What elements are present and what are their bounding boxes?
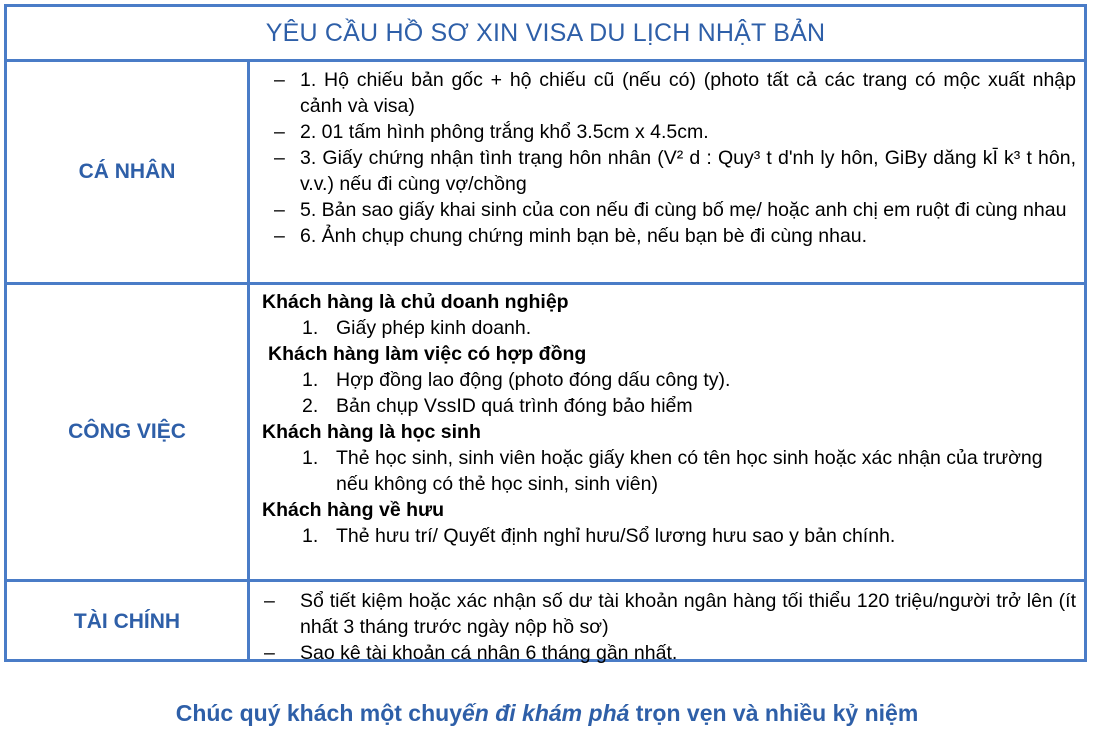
list-item [250,445,1084,497]
section-label-work: CÔNG VIỆC [68,420,186,443]
item-text: 5. Bản sao giấy khai sinh của con nếu đi cùng bố mẹ/ hoặc anh chị em ruột đi cùng nhau [300,199,1067,221]
requirements-table [4,4,1087,662]
list-item [250,119,1084,145]
closing-message [0,700,1094,727]
closing-text-1: Chúc quý khách một chuy [175,700,462,726]
item-text: Bản chụp VssID quá trình đóng bảo hiểm [336,395,693,417]
dash-marker: – [264,590,275,612]
group-heading: Khách hàng về hưu [262,499,445,521]
list-item [250,315,1084,341]
item-text: Sao kê tài khoản cá nhân 6 tháng gần nhất. [300,642,678,664]
list-item [250,145,1084,197]
item-text: 1. Hộ chiếu bản gốc + hộ chiếu cũ (nếu có) (photo tất cả các trang có mộc xuất nhập cảnh và visa) [300,69,1076,117]
item-number: 1. [302,525,319,547]
list-item [250,367,1084,393]
list-item [250,67,1084,119]
section-label-finance: TÀI CHÍNH [73,610,181,633]
item-number: 1. [302,447,319,469]
group-heading: Khách hàng làm việc có hợp đồng [268,343,587,365]
closing-text-2: trọn vẹn và nhiều kỷ niệm [629,700,919,726]
item-number: 2. [302,395,319,417]
section-label-personal: CÁ NHÂN [78,160,176,183]
finance-list [250,588,1084,666]
dash-marker: – [274,69,285,91]
list-item [250,393,1084,419]
item-text: 3. Giấy chứng nhận tình trạng hôn nhân (V² d : Quy³ t d'nh ly hôn, GiBy dăng kĪ k³ t hôn, v.v.) nếu đi cùng vợ/chồng [300,147,1076,195]
list-item [250,523,1084,549]
list-item [250,223,1084,249]
item-text: 2. 01 tấm hình phông trắng khổ 3.5cm x 4.5cm. [300,121,709,143]
item-number: 1. [302,317,319,339]
closing-text-italic: ến đi khám phá [461,700,630,726]
item-text: Thẻ hưu trí/ Quyết định nghỉ hưu/Sổ lương hưu sao y bản chính. [336,525,896,547]
list-item [250,640,1084,666]
work-list [250,289,1084,549]
personal-list [250,67,1084,249]
group-heading: Khách hàng là học sinh [262,421,481,443]
dash-marker: – [274,199,285,221]
dash-marker: – [274,121,285,143]
group-heading: Khách hàng là chủ doanh nghiệp [262,291,569,313]
item-text: Hợp đồng lao động (photo đóng dấu công ty). [336,369,731,391]
item-text: Giấy phép kinh doanh. [336,317,532,339]
item-text: Thẻ học sinh, sinh viên hoặc giấy khen có tên học sinh hoặc xác nhận của trường nếu không có thẻ học sinh, sinh viên) [336,447,1043,495]
dash-marker: – [274,147,285,169]
item-number: 1. [302,369,319,391]
list-item [250,197,1084,223]
dash-marker: – [264,642,275,664]
item-text: Sổ tiết kiệm hoặc xác nhận số dư tài khoản ngân hàng tối thiểu 120 triệu/người trở lên (ít nhất 3 tháng trước ngày nộp hồ sơ) [300,590,1076,638]
list-item [250,588,1084,640]
item-text: 6. Ảnh chụp chung chứng minh bạn bè, nếu bạn bè đi cùng nhau. [300,225,868,247]
dash-marker: – [274,225,285,247]
table-title: YÊU CẦU HỒ SƠ XIN VISA DU LỊCH NHẬT BẢN [265,18,826,47]
